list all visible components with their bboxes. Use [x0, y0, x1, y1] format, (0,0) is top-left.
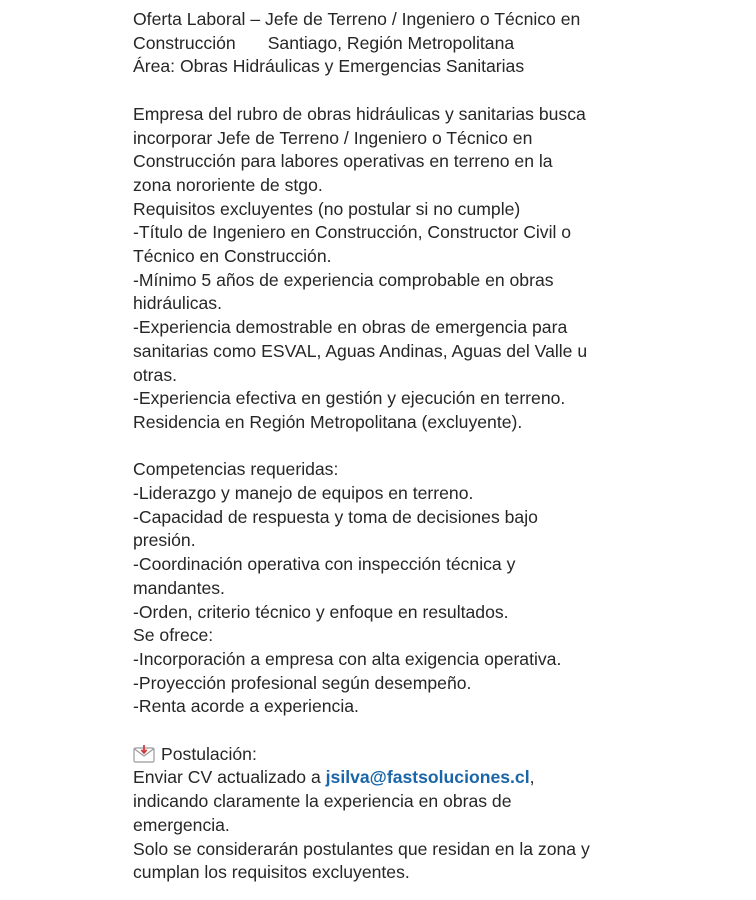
requirement-line: -Experiencia efectiva en gestión y ejecución en terreno. — [133, 388, 566, 409]
send-cv-text: Enviar CV actualizado a — [133, 767, 326, 788]
role-label: Construcción — [133, 32, 236, 53]
application-heading-row — [133, 743, 745, 767]
application-line: Solo se considerarán postulantes que residan en la zona y — [133, 838, 590, 859]
competency-line: -Orden, criterio técnico y enfoque en resultados. — [133, 601, 509, 622]
envelope-with-arrow-icon — [133, 745, 155, 763]
job-posting — [133, 8, 745, 885]
application-section — [133, 743, 745, 885]
requirement-line: -Título de Ingeniero en Construcción, Constructor Civil o — [133, 222, 572, 243]
application-line: emergencia. — [133, 814, 230, 835]
offer-line: -Incorporación a empresa con alta exigencia operativa. — [133, 648, 562, 669]
requirement-line: otras. — [133, 364, 178, 385]
posting-title: Oferta Laboral – Jefe de Terreno / Ingeniero o Técnico en — [133, 9, 581, 29]
competency-line: mandantes. — [133, 577, 225, 598]
intro-line: Empresa del rubro de obras hidráulicas y sanitarias busca — [133, 103, 586, 124]
area-label: Área: Obras Hidráulicas y Emergencias Sanitarias — [133, 56, 525, 77]
requirement-line: Residencia en Región Metropolitana (excluyente). — [133, 411, 523, 432]
send-cv-suffix: , — [529, 767, 535, 788]
competencies-heading: Competencias requeridas: — [133, 459, 339, 480]
application-heading: Postulación: — [161, 743, 257, 764]
intro-line: zona nororiente de stgo. — [133, 174, 323, 195]
intro-line: incorporar Jefe de Terreno / Ingeniero o Técnico en — [133, 127, 533, 148]
requirements-section — [133, 198, 745, 435]
offer-line: -Renta acorde a experiencia. — [133, 696, 359, 717]
competency-line: -Capacidad de respuesta y toma de decisiones bajo — [133, 506, 538, 527]
requirement-line: -Experiencia demostrable en obras de emergencia para — [133, 317, 568, 338]
competency-line: -Liderazgo y manejo de equipos en terreno. — [133, 483, 474, 504]
requirement-line: sanitarias como ESVAL, Aguas Andinas, Aguas del Valle u — [133, 340, 588, 361]
send-cv-line — [133, 766, 745, 790]
requirement-line: Técnico en Construcción. — [133, 246, 332, 267]
competency-line: presión. — [133, 530, 196, 551]
location-label: Santiago, Región Metropolitana — [267, 32, 515, 53]
offer-line: -Proyección profesional según desempeño. — [133, 672, 472, 693]
competency-line: -Coordinación operativa con inspección técnica y — [133, 554, 516, 575]
email-link[interactable]: jsilva@fastsoluciones.cl — [325, 767, 530, 788]
requirements-heading: Requisitos excluyentes (no postular si no cumple) — [133, 198, 521, 219]
requirement-line: hidráulicas. — [133, 293, 222, 314]
requirement-line: -Mínimo 5 años de experiencia comprobable en obras — [133, 269, 554, 290]
posting-title-continued — [133, 32, 745, 56]
offer-heading: Se ofrece: — [133, 625, 214, 646]
application-line: cumplan los requisitos excluyentes. — [133, 862, 410, 883]
intro-line: Construcción para labores operativas en terreno en la — [133, 151, 553, 172]
competencies-section — [133, 458, 745, 719]
posting-header — [133, 8, 745, 79]
application-line: indicando claramente la experiencia en obras de — [133, 791, 512, 812]
intro-paragraph — [133, 103, 745, 198]
